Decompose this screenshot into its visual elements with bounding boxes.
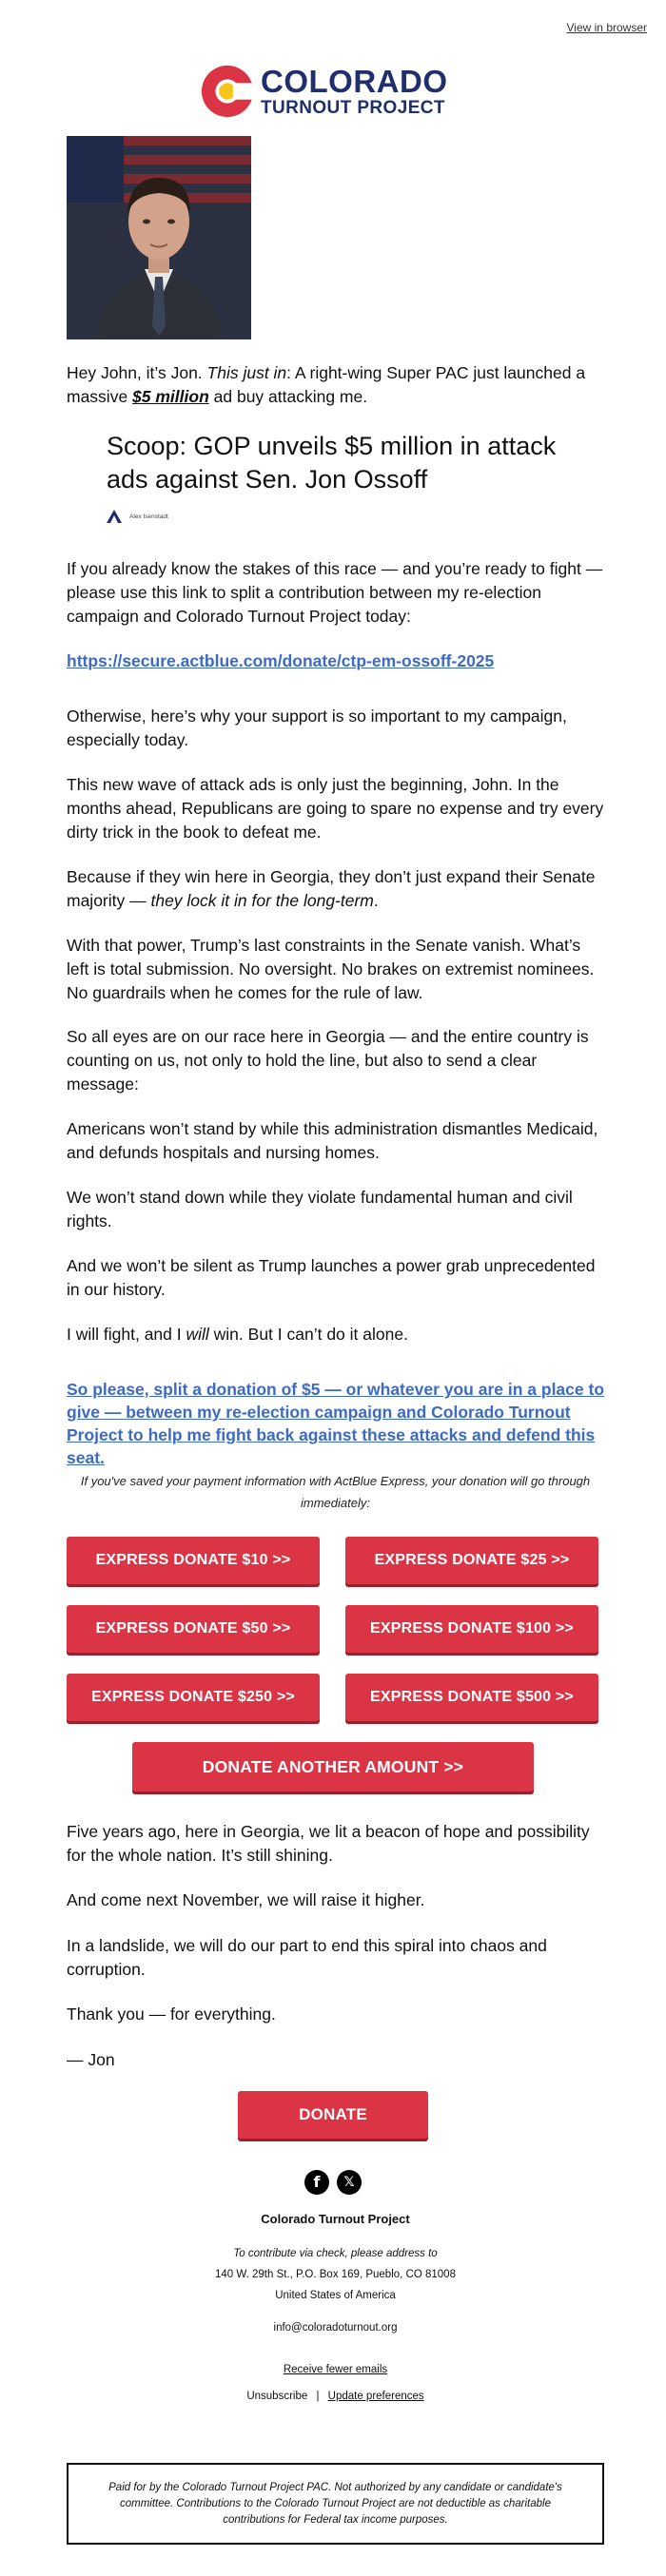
author-logo-icon	[107, 510, 122, 523]
donate-button[interactable]: DONATE	[238, 2091, 428, 2139]
news-article-card[interactable]	[107, 430, 582, 523]
body-paragraph-5: With that power, Trump’s last constraints in the Senate vanish. What’s left is total submission. No oversight. No brakes on extremist nominees. No guardrails when he comes for the rule of law.	[67, 936, 595, 1002]
body-paragraph-10-end: win. But I can’t do it alone.	[208, 1325, 408, 1344]
closing-paragraph-2: And come next November, we will raise it higher.	[67, 1890, 425, 1909]
body-paragraph-6: So all eyes are on our race here in Georgia — and the entire country is counting on us, not only to hold the line, but also to send a clear message:	[67, 1027, 589, 1094]
intro-greeting: Hey John, it’s Jon.	[67, 363, 207, 382]
express-donate-note: If you've saved your payment information with ActBlue Express, your donation will go through immediately:	[80, 1474, 591, 1510]
express-donate-500-button[interactable]: EXPRESS DONATE $500 >>	[345, 1674, 598, 1721]
body-paragraph-10	[67, 1323, 604, 1346]
donate-another-amount-button[interactable]: DONATE ANOTHER AMOUNT >>	[132, 1742, 534, 1792]
body-paragraph-2: Otherwise, here’s why your support is so important to my campaign, especially today.	[67, 707, 567, 749]
colorado-turnout-project-logo	[200, 63, 476, 120]
footer-separator: |	[316, 2391, 320, 2402]
disclaimer-text: Paid for by the Colorado Turnout Project PAC. Not authorized by any candidate or candidate's committee. Contributions to the Colorado Turnout Project are not deductible as charitable contributions for Federal tax income purposes.	[108, 2481, 562, 2526]
logo-line-2: TURNOUT PROJECT	[261, 98, 445, 118]
intro-end: ad buy attacking me.	[208, 387, 368, 406]
intro-just-in: This just in	[206, 363, 287, 382]
update-preferences-link[interactable]: Update preferences	[327, 2391, 424, 2402]
body-paragraph-1: If you already know the stakes of this race — and you’re ready to fight — please use this link to split a contribution between my re-election campaign and Colorado Turnout Project today:	[67, 559, 603, 626]
logo-line-1: COLORADO	[261, 64, 448, 99]
candidate-photo	[67, 136, 251, 339]
facebook-icon[interactable]: f	[304, 2170, 329, 2195]
footer-address: 140 W. 29th St., P.O. Box 169, Pueblo, CO 81008	[215, 2269, 456, 2280]
express-donate-50-button[interactable]: EXPRESS DONATE $50 >>	[67, 1605, 320, 1653]
split-donation-cta-link[interactable]: So please, split a donation of $5 — or whatever you are in a place to give — between my re-election campaign and Colorado Turnout Project to help me fight back against these attacks and defend this seat.	[67, 1380, 605, 1467]
unsubscribe-link[interactable]: Unsubscribe	[246, 2391, 308, 2402]
express-donate-10-button[interactable]: EXPRESS DONATE $10 >>	[67, 1537, 320, 1584]
paid-for-disclaimer-box	[67, 2463, 604, 2545]
colorado-c-logo-icon	[200, 64, 255, 119]
intro-text: : A right-wing Super PAC just launched a massive	[67, 363, 586, 406]
actblue-donate-link[interactable]: https://secure.actblue.com/donate/ctp-em-ossoff-2025	[67, 651, 495, 670]
closing-paragraph-1: Five years ago, here in Georgia, we lit a beacon of hope and possibility for the whole nation. It’s still shining.	[67, 1822, 590, 1865]
intro-paragraph	[67, 361, 604, 409]
body-paragraph-8: We won’t stand down while they violate fundamental human and civil rights.	[67, 1188, 573, 1230]
express-donate-25-button[interactable]: EXPRESS DONATE $25 >>	[345, 1537, 598, 1584]
footer-check-note: To contribute via check, please address to	[233, 2248, 438, 2259]
body-paragraph-4-emphasis: they lock it in for the long-term	[150, 891, 374, 910]
body-paragraph-10-text: I will fight, and I	[67, 1325, 186, 1344]
closing-paragraph-3: In a landslide, we will do our part to end this spiral into chaos and corruption.	[67, 1936, 547, 1979]
express-donate-100-button[interactable]: EXPRESS DONATE $100 >>	[345, 1605, 598, 1653]
body-paragraph-4	[67, 865, 604, 913]
article-title: Scoop: GOP unveils $5 million in attack ads against Sen. Jon Ossoff	[107, 432, 557, 494]
view-in-browser-link[interactable]: View in browser	[566, 21, 647, 34]
footer-email: info@coloradoturnout.org	[273, 2322, 398, 2334]
footer-org-name: Colorado Turnout Project	[261, 2212, 410, 2226]
express-donate-250-button[interactable]: EXPRESS DONATE $250 >>	[67, 1674, 320, 1721]
receive-fewer-emails-link[interactable]: Receive fewer emails	[283, 2364, 388, 2375]
article-author: Alex Isenstadt	[129, 513, 168, 520]
footer-country: United States of America	[275, 2290, 396, 2301]
body-paragraph-10-emphasis: will	[186, 1325, 209, 1344]
body-paragraph-4-end: .	[373, 891, 379, 910]
body-paragraph-9: And we won’t be silent as Trump launches a power grab unprecedented in our history.	[67, 1256, 596, 1299]
sign-off: — Jon	[67, 2050, 115, 2069]
intro-amount: $5 million	[132, 387, 209, 406]
body-paragraph-3: This new wave of attack ads is only just the beginning, John. In the months ahead, Republicans are going to spare no expense and try every dirty trick in the book to defeat me.	[67, 775, 604, 842]
body-paragraph-7: Americans won’t stand by while this administration dismantles Medicaid, and defunds hospitals and nursing homes.	[67, 1119, 598, 1162]
closing-paragraph-4: Thank you — for everything.	[67, 2005, 276, 2024]
article-byline	[107, 510, 582, 523]
x-twitter-icon[interactable]: 𝕏	[337, 2170, 362, 2195]
body-paragraph-4-text: Because if they win here in Georgia, they don’t just expand their Senate majority —	[67, 867, 596, 910]
